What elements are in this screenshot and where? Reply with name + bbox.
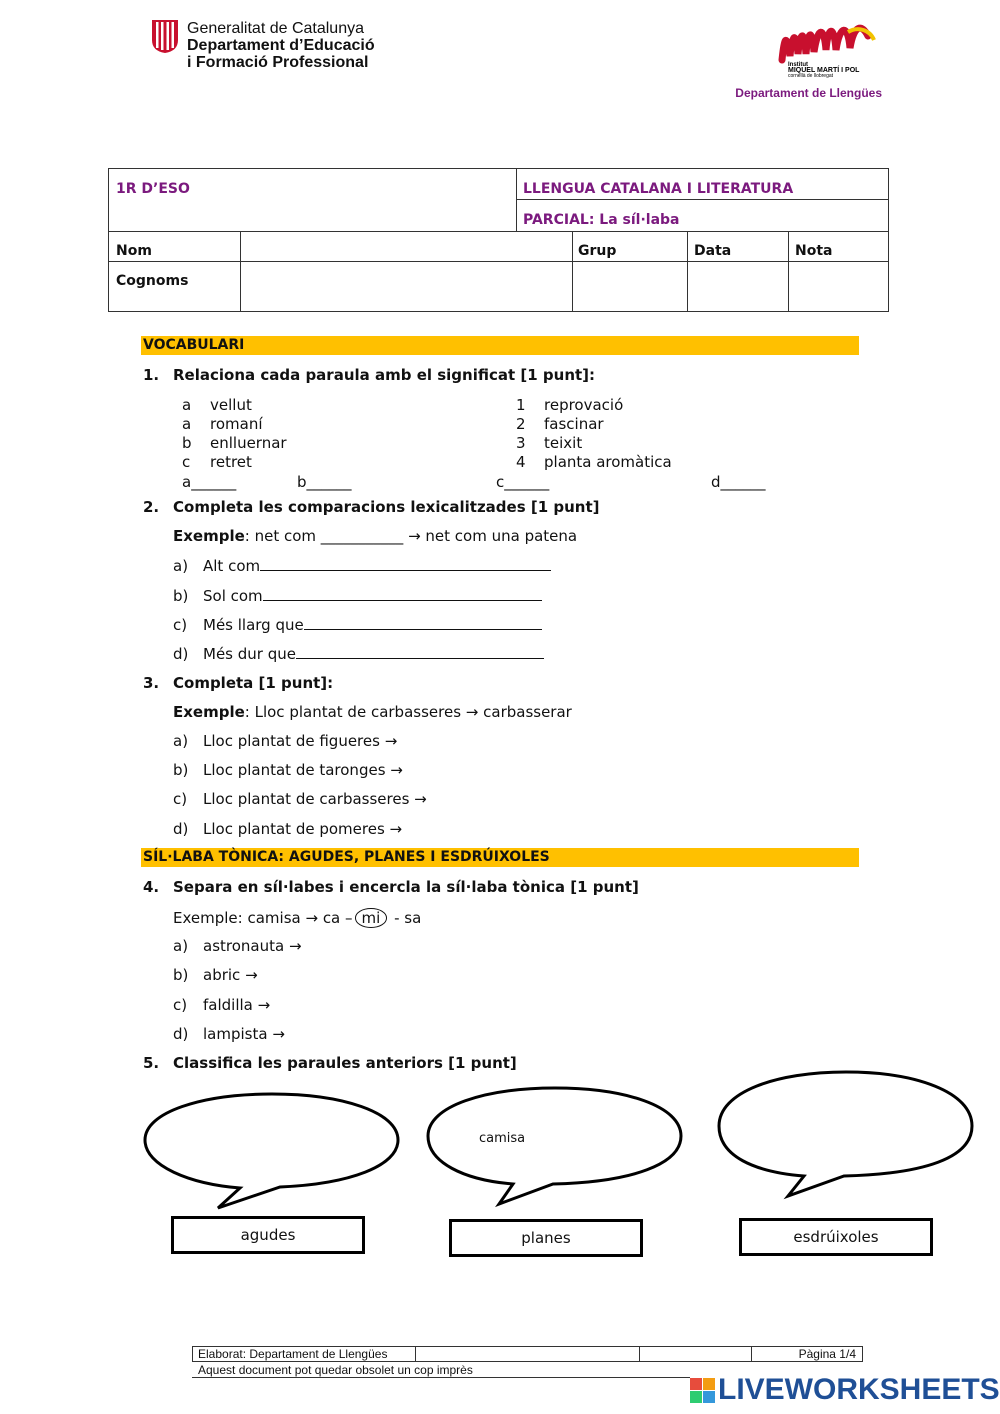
label-agudes: agudes (171, 1216, 365, 1254)
q3-item-a: a) Lloc plantat de figueres → (173, 732, 398, 750)
answer-line[interactable] (260, 556, 551, 571)
student-info-table (108, 168, 889, 312)
section-vocabulari: VOCABULARI (141, 336, 859, 355)
arrow-icon: → (389, 820, 403, 838)
list-item: c retret (182, 453, 252, 471)
q2-example: Exemple: net com ___________ → net com una patena (173, 527, 578, 545)
answer-c-field[interactable]: c______ (496, 473, 550, 491)
q3-item-d: d) Lloc plantat de pomeres → (173, 820, 403, 838)
arrow-icon: → (257, 996, 271, 1014)
q4-item-d: d) lampista → (173, 1025, 285, 1043)
cognoms-label: Cognoms (116, 273, 189, 289)
footer-note: Aquest document pot quedar obsolet un cop imprès (198, 1363, 473, 1377)
answer-line[interactable] (296, 644, 544, 659)
label-esdruixoles: esdrúixoles (739, 1218, 933, 1256)
list-item: 4 planta aromàtica (516, 453, 672, 471)
q3-item-c: c) Lloc plantat de carbasseres → (173, 790, 427, 808)
label-planes: planes (449, 1219, 643, 1257)
q2-item-d: d) Més dur que (173, 644, 544, 663)
arrow-icon: → (305, 909, 319, 927)
speech-bubble-planes[interactable] (423, 1084, 687, 1208)
answer-d-field[interactable]: d______ (711, 473, 766, 491)
question-1-title: 1. Relaciona cada paraula amb el significat [1 punt]: (143, 366, 596, 384)
q3-example: Exemple: Lloc plantat de carbasseres → carbasserar (173, 703, 572, 721)
subject-label: LLENGUA CATALANA I LITERATURA (523, 181, 794, 197)
q1-left-list (182, 396, 287, 472)
arrow-icon: → (390, 761, 403, 779)
footer-pagina: Pàgina 1/4 (798, 1347, 856, 1361)
answer-line[interactable] (263, 586, 542, 601)
arrow-icon: → (272, 1025, 285, 1043)
generalitat-logo (150, 18, 180, 54)
gen-line2: Departament d’Educació (187, 37, 375, 54)
q2-item-b: b) Sol com (173, 586, 542, 605)
institute-small: Institut (788, 62, 808, 68)
institute-logo (778, 20, 878, 78)
footer-table (192, 1346, 863, 1362)
answer-b-field[interactable]: b______ (297, 473, 352, 491)
question-2-title: 2. Completa les comparacions lexicalitzades [1 punt] (143, 498, 600, 516)
arrow-icon: → (408, 527, 421, 545)
question-3-title: 3. Completa [1 punt]: (143, 674, 334, 692)
question-5-title: 5. Classifica les paraules anteriors [1 punt] (143, 1054, 517, 1072)
arrow-icon: → (465, 703, 479, 721)
speech-bubble-esdruixoles[interactable] (714, 1068, 978, 1202)
q4-example: Exemple: camisa → ca – mi - sa (173, 909, 422, 927)
question-4-title: 4. Separa en síl·labes i encercla la síl·laba tònica [1 punt] (143, 878, 639, 896)
liveworksheets-logo-icon (690, 1378, 716, 1404)
institute-city: cornellà de llobregat (788, 73, 834, 78)
q1-right-list (516, 396, 672, 472)
institute-name: MIQUEL MARTÍ I POL (788, 67, 860, 74)
list-item: 3 teixit (516, 434, 583, 452)
arrow-icon: → (384, 732, 398, 750)
bubble-word-camisa: camisa (479, 1131, 526, 1146)
q2-item-c: c) Més llarg que (173, 615, 542, 634)
section-sillaba-tonica: SÍL·LABA TÒNICA: AGUDES, PLANES I ESDRÚIXOLES (141, 848, 859, 867)
q4-item-c: c) faldilla → (173, 996, 271, 1014)
exam-title: PARCIAL: La síl·laba (523, 212, 680, 228)
arrow-icon: → (288, 937, 302, 955)
course-label: 1R D’ESO (116, 181, 190, 197)
department-name: Departament de Llengües (735, 86, 882, 100)
list-item: a romaní (182, 415, 263, 433)
grup-label: Grup (578, 243, 617, 259)
list-item: 2 fascinar (516, 415, 604, 433)
gen-line1: Generalitat de Catalunya (187, 20, 364, 37)
list-item: 1 reprovació (516, 396, 624, 414)
circled-syllable: mi (355, 908, 388, 928)
q4-item-b: b) abric → (173, 966, 258, 984)
arrow-icon: → (245, 966, 258, 984)
generalitat-name (187, 20, 375, 71)
nota-label: Nota (795, 243, 833, 259)
liveworksheets-brand[interactable]: LIVEWORKSHEETS (718, 1373, 1000, 1406)
list-item: b enlluernar (182, 434, 287, 452)
footer-divider (192, 1377, 690, 1378)
list-item: a vellut (182, 396, 252, 414)
data-label: Data (694, 243, 732, 259)
q3-item-b: b) Lloc plantat de taronges → (173, 761, 403, 779)
answer-a-field[interactable]: a______ (182, 473, 237, 491)
footer-elaborat: Elaborat: Departament de Llengües (198, 1347, 388, 1361)
speech-bubble-agudes[interactable] (140, 1090, 404, 1214)
q4-item-a: a) astronauta → (173, 937, 302, 955)
gen-line3: i Formació Professional (187, 54, 369, 71)
q2-item-a: a) Alt com (173, 556, 551, 575)
arrow-icon: → (414, 790, 427, 808)
nom-label: Nom (116, 243, 152, 259)
answer-line[interactable] (304, 615, 542, 630)
